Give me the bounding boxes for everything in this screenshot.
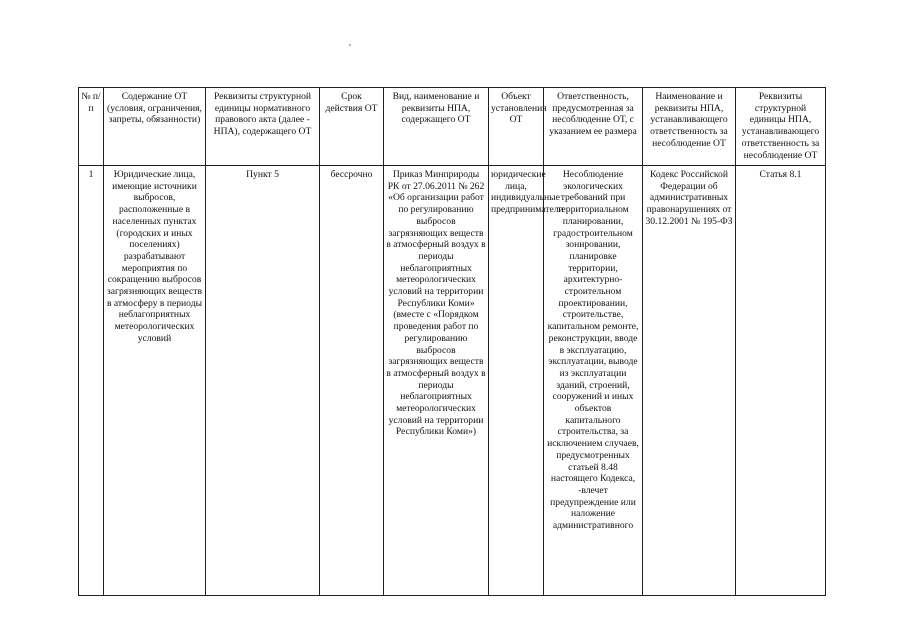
header-liability-unit: Реквизиты структурной единицы НПА, устанавливающего ответственность за несоблюдение ОТ xyxy=(736,88,826,166)
cell-content: Юридические лица, имеющие источники выбросов, расположенные в населенных пунктах (городских и иных поселениях) разрабатывают мероприятия по сокращению выбросов загрязняющих веществ в атмосферу в периоды неблагоприятных метеорологических условий xyxy=(104,166,206,596)
cell-number: 1 xyxy=(79,166,104,596)
cell-liability-npa: Кодекс Российской Федерации об административных правонарушениях от 30.12.2001 № 195-ФЗ xyxy=(643,166,736,596)
header-content: Содержание ОТ (условия, ограничения, запреты, обязанности) xyxy=(104,88,206,166)
cell-structural-unit: Пункт 5 xyxy=(206,166,320,596)
header-object: Объект установления ОТ xyxy=(489,88,544,166)
header-term: Срок действия ОТ xyxy=(320,88,384,166)
header-number: № п/п xyxy=(79,88,104,166)
cell-npa: Приказ Минприроды РК от 27.06.2011 № 262 «Об организации работ по регулированию выбросов загрязняющих веществ в атмосферный воздух в периоды неблагоприятных метеорологических условий на территории Республики Коми» (вместе с «Порядком проведения работ по регулированию выбросов загрязняющих веществ в атмосферный воздух в периоды неблагоприятных метеорологических условий на территории Республики Коми») xyxy=(384,166,489,596)
cell-liability-unit: Статья 8.1 xyxy=(736,166,826,596)
cell-liability: Несоблюдение экологических требований при территориальном планировании, градостроительном зонировании, планировке территории, архитектурно-строительном проектировании, строительстве, капитальном ремонте, реконструкции, вводе в эксплуатацию, эксплуатации, выводе из эксплуатации зданий, строений, сооружений и иных объектов капитального строительства, за исключением случаев, предусмотренных статьей 8.48 настоящего Кодекса, -влечет предупреждение или наложение административного xyxy=(544,166,643,596)
scan-speck xyxy=(349,44,351,46)
header-liability-npa: Наименование и реквизиты НПА, устанавливающего ответственность за несоблюдение ОТ xyxy=(643,88,736,166)
header-npa: Вид, наименование и реквизиты НПА, содержащего ОТ xyxy=(384,88,489,166)
cell-term: бессрочно xyxy=(320,166,384,596)
table-header-row xyxy=(79,88,826,166)
obligations-table xyxy=(78,87,826,596)
table-row xyxy=(79,166,826,596)
cell-object: юридические лица, индивидуальные предприниматели xyxy=(489,166,544,596)
header-structural-unit: Реквизиты структурной единицы нормативного правового акта (далее - НПА), содержащего ОТ xyxy=(206,88,320,166)
header-liability: Ответственность, предусмотренная за несоблюдение ОТ, с указанием ее размера xyxy=(544,88,643,166)
